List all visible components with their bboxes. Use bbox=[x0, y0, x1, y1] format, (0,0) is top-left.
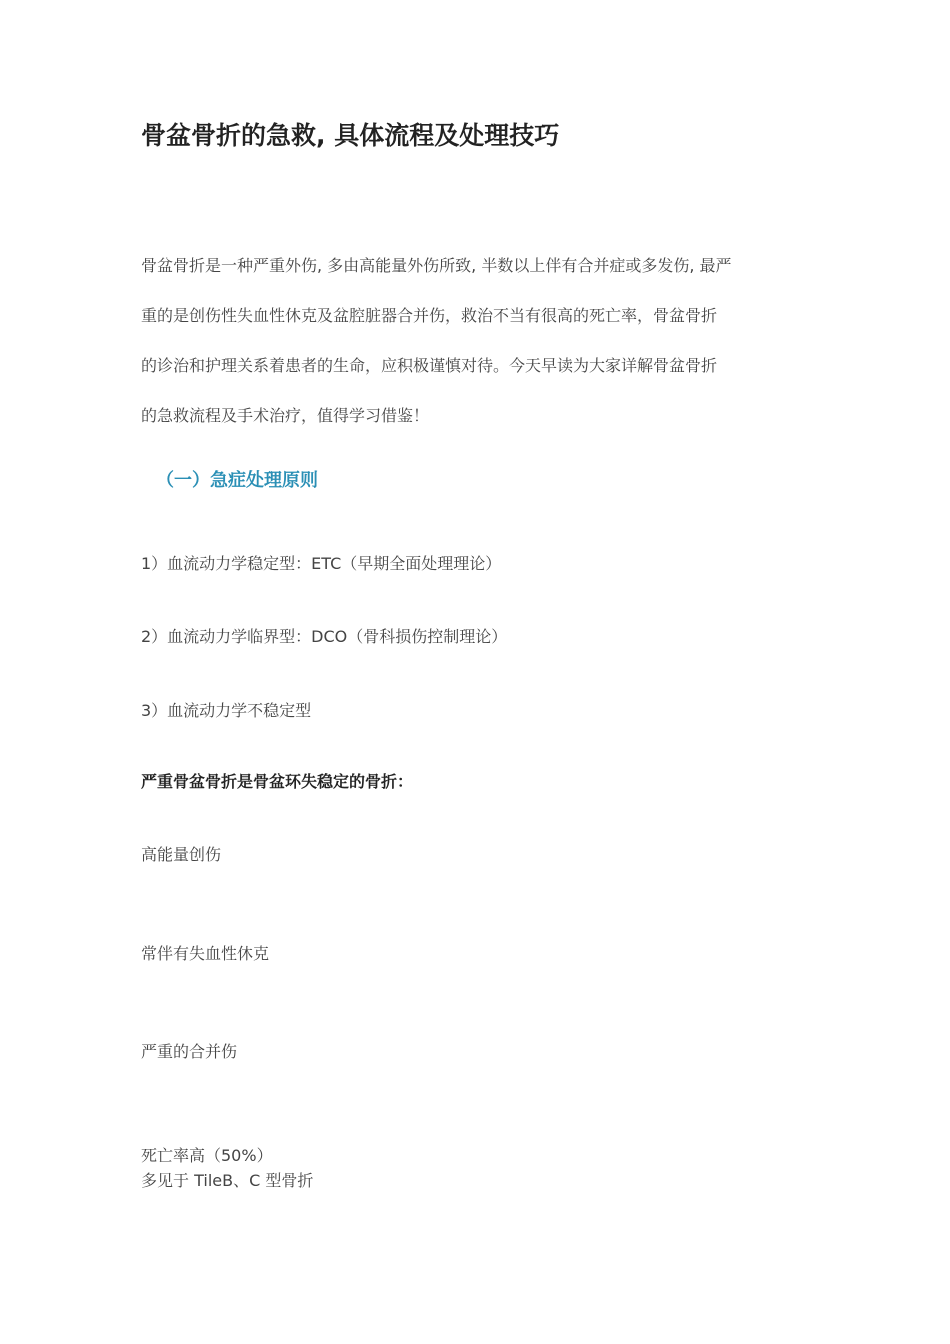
severe-heading: 严重骨盆骨折是骨盆环失稳定的骨折： bbox=[141, 772, 414, 791]
severe-point: 多见于 TileB、C 型骨折 bbox=[141, 1171, 314, 1190]
severe-point: 死亡率高（50%） bbox=[141, 1146, 273, 1165]
section-heading: （一）急症处理原则 bbox=[156, 470, 318, 491]
severe-point: 严重的合并伤 bbox=[141, 1042, 238, 1061]
principle-item: 3）血流动力学不稳定型 bbox=[141, 701, 312, 720]
severe-point: 常伴有失血性休克 bbox=[141, 944, 270, 963]
intro-line: 的急救流程及手术治疗，值得学习借鉴！ bbox=[141, 406, 430, 425]
intro-line: 骨盆骨折是一种严重外伤, 多由高能量外伤所致, 半数以上伴有合并症或多发伤, 最严 bbox=[141, 256, 732, 275]
article-title: 骨盆骨折的急救, 具体流程及处理技巧 bbox=[141, 121, 560, 150]
intro-line: 的诊治和护理关系着患者的生命，应积极谨慎对待。今天早读为大家详解骨盆骨折 bbox=[141, 356, 718, 375]
principle-item: 1）血流动力学稳定型：ETC（早期全面处理理论） bbox=[141, 554, 502, 573]
severe-point: 高能量创伤 bbox=[141, 845, 222, 864]
intro-line: 重的是创伤性失血性休克及盆腔脏器合并伤，救治不当有很高的死亡率，骨盆骨折 bbox=[141, 306, 718, 325]
intro-paragraph bbox=[141, 241, 811, 441]
principle-item: 2）血流动力学临界型：DCO（骨科损伤控制理论） bbox=[141, 627, 508, 646]
